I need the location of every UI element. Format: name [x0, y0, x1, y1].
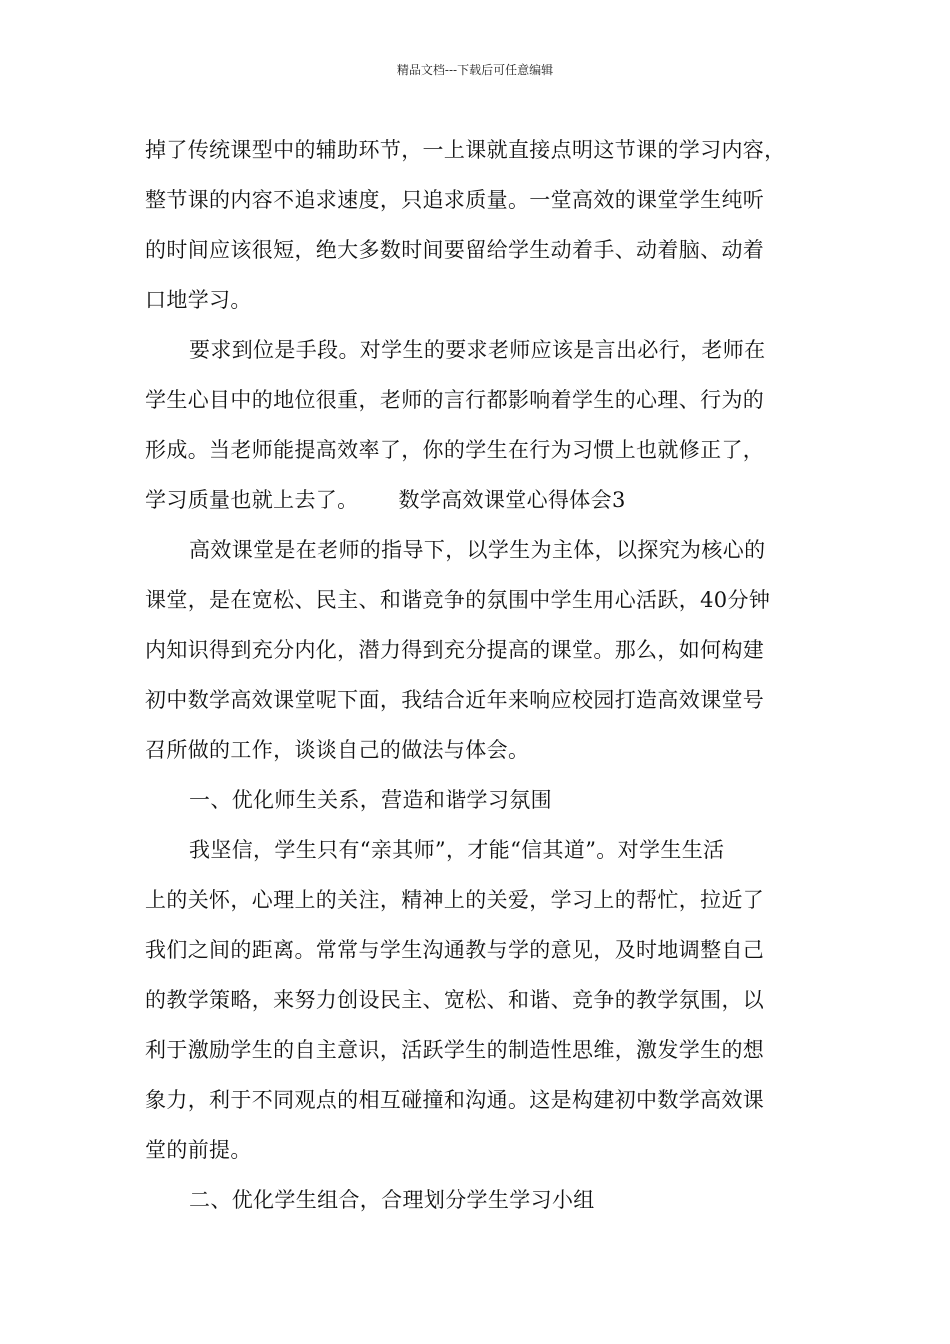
page-header: 精品文档---下载后可任意编辑 — [396, 63, 554, 77]
section-title: 数学高效课堂心得体会3 — [398, 488, 626, 512]
text-line: 的教学策略，来努力创设民主、宽松、和谐、竞争的教学氛围，以 — [145, 988, 765, 1012]
subheading: 一、优化师生关系，营造和谐学习氛围 — [189, 788, 552, 812]
subheading: 二、优化学生组合，合理划分学生学习小组 — [189, 1188, 595, 1212]
text-line: 形成。当老师能提高效率了，你的学生在行为习惯上也就修正了， — [145, 438, 765, 462]
text-line: 学生心目中的地位很重，老师的言行都影响着学生的心理、行为的 — [145, 388, 765, 412]
text-line: 堂的前提。 — [145, 1138, 252, 1162]
paragraph-first-line: 要求到位是手段。对学生的要求老师应该是言出必行，老师在 — [189, 338, 766, 362]
text-line: 掉了传统课型中的辅助环节，一上课就直接点明这节课的学习内容， — [145, 138, 786, 162]
text-line: 利于激励学生的自主意识，活跃学生的制造性思维，激发学生的想 — [145, 1038, 765, 1062]
text-line — [145, 485, 825, 515]
text-line: 上的关怀，心理上的关注，精神上的关爱，学习上的帮忙，拉近了 — [145, 888, 765, 912]
text-line: 内知识得到充分内化，潜力得到充分提高的课堂。那么，如何构建 — [145, 638, 765, 662]
text-line: 初中数学高效课堂呢下面，我结合近年来响应校园打造高效课堂号 — [145, 688, 765, 712]
paragraph-first-line: 我坚信，学生只有“亲其师”，才能“信其道”。对学生生活 — [189, 838, 725, 862]
text-fragment: 学习质量也就上去了。 — [145, 488, 359, 512]
text-line: 我们之间的距离。常常与学生沟通教与学的意见，及时地调整自己 — [145, 938, 765, 962]
text-line: 的时间应该很短，绝大多数时间要留给学生动着手、动着脑、动着 — [145, 238, 765, 262]
text-line: 课堂，是在宽松、民主、和谐竞争的氛围中学生用心活跃，40分钟 — [145, 588, 771, 612]
paragraph-first-line: 高效课堂是在老师的指导下，以学生为主体，以探究为核心的 — [189, 538, 766, 562]
text-line: 象力，利于不同观点的相互碰撞和沟通。这是构建初中数学高效课 — [145, 1088, 765, 1112]
text-line: 口地学习。 — [145, 288, 252, 312]
text-line: 整节课的内容不追求速度，只追求质量。一堂高效的课堂学生纯听 — [145, 188, 765, 212]
text-line: 召所做的工作，谈谈自己的做法与体会。 — [145, 738, 530, 762]
